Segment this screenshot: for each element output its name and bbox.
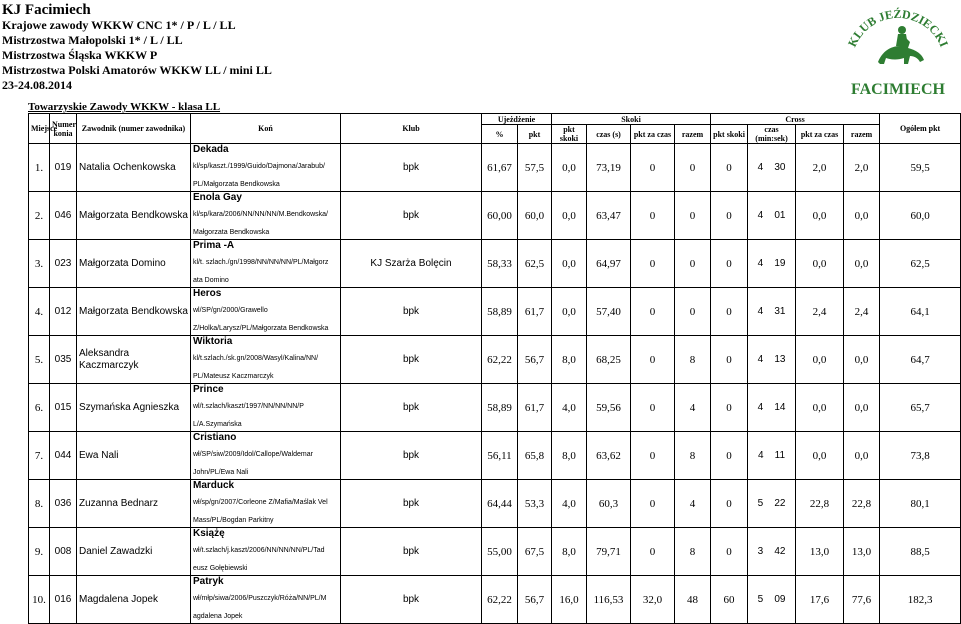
cell-total: 65,7 <box>880 384 961 432</box>
cell-horse <box>191 336 341 384</box>
horse-name: Prima -A <box>193 240 235 251</box>
table-row <box>29 144 961 192</box>
cell-cross-time <box>748 144 796 192</box>
cross-seconds: 30 <box>774 162 786 173</box>
cell-place: 4. <box>29 288 50 336</box>
cross-seconds: 09 <box>774 594 786 605</box>
cell-cross-pkt: 0 <box>711 480 748 528</box>
cell-jumping-total: 0 <box>675 144 711 192</box>
table-row <box>29 576 961 624</box>
cell-total: 62,5 <box>880 240 961 288</box>
cell-number: 016 <box>50 576 77 624</box>
cell-jumping-time: 63,62 <box>587 432 631 480</box>
cell-cross-total: 2,4 <box>844 288 880 336</box>
cell-place: 1. <box>29 144 50 192</box>
cell-rider: Małgorzata Domino <box>77 240 191 288</box>
col-cross-pkt: pkt skoki <box>711 125 748 144</box>
results-table <box>28 113 961 624</box>
logo-bottom-text: FACIMIECH <box>851 81 945 98</box>
cell-club: bpk <box>341 576 482 624</box>
cell-cross-time-pkt: 0,0 <box>796 240 844 288</box>
cell-cross-total: 13,0 <box>844 528 880 576</box>
cell-place: 9. <box>29 528 50 576</box>
cell-jumping-time: 116,53 <box>587 576 631 624</box>
col-place: Miejsce <box>29 114 50 144</box>
horse-name: Wiktoria <box>193 336 233 347</box>
cell-jumping-total: 0 <box>675 240 711 288</box>
cell-jumping-pkt: 0,0 <box>552 144 587 192</box>
cross-seconds: 31 <box>774 306 786 317</box>
cell-total: 60,0 <box>880 192 961 240</box>
horse-name: Heros <box>193 288 222 299</box>
cell-dressage-pct: 61,67 <box>482 144 518 192</box>
cell-jumping-total: 0 <box>675 288 711 336</box>
horse-info: wł/SP/siw/2009/Idol/Callope/Waldemar John/PL/Ewa Nali <box>193 451 313 476</box>
cell-jumping-pkt: 8,0 <box>552 432 587 480</box>
cross-minutes: 3 <box>757 546 764 557</box>
horse-info: kl/t.szlach./sk.gn/2008/Wasyl/Kalina/NN/ PL/Mateusz Kaczmarczyk <box>193 355 319 380</box>
horse-info: wł/t.szlach/j.kaszt/2006/NN/NN/NN/PL/Tad eusz Gołębiewski <box>193 547 325 572</box>
cell-cross-time <box>748 432 796 480</box>
cell-horse <box>191 384 341 432</box>
cell-cross-pkt: 0 <box>711 144 748 192</box>
horse-info: kl/t. szlach./gn/1998/NN/NN/NN/PL/Małgorz ata Domino <box>193 259 329 284</box>
cross-seconds: 01 <box>774 210 786 221</box>
class-subtitle: Towarzyskie Zawody WKKW - klasa LL <box>28 101 221 113</box>
horse-name: Enola Gay <box>193 192 242 203</box>
cell-horse <box>191 528 341 576</box>
cross-minutes: 4 <box>757 210 764 221</box>
document-header <box>2 2 272 93</box>
col-dressage-pkt: pkt <box>518 125 552 144</box>
cell-jumping-total: 4 <box>675 480 711 528</box>
cell-jumping-time: 63,47 <box>587 192 631 240</box>
horse-name: Patryk <box>193 576 224 587</box>
cell-cross-time-pkt: 17,6 <box>796 576 844 624</box>
cell-dressage-pkt: 61,7 <box>518 384 552 432</box>
cell-club: bpk <box>341 288 482 336</box>
cell-dressage-pkt: 56,7 <box>518 336 552 384</box>
table-row <box>29 480 961 528</box>
cell-jumping-time-pkt: 0 <box>631 336 675 384</box>
cell-cross-total: 22,8 <box>844 480 880 528</box>
cell-number: 023 <box>50 240 77 288</box>
col-total: Ogółem pkt <box>880 114 961 144</box>
table-row <box>29 192 961 240</box>
cell-dressage-pct: 58,89 <box>482 384 518 432</box>
col-number: Numer konia <box>50 114 77 144</box>
cell-dressage-pct: 62,22 <box>482 336 518 384</box>
cell-rider: Ewa Nali <box>77 432 191 480</box>
club-logo <box>838 2 958 102</box>
cell-total: 59,5 <box>880 144 961 192</box>
horse-name: Prince <box>193 384 224 395</box>
col-cross-time: czas (min:sek) <box>748 125 796 144</box>
col-dressage-pct: % <box>482 125 518 144</box>
cell-jumping-pkt: 8,0 <box>552 528 587 576</box>
cell-total: 88,5 <box>880 528 961 576</box>
cell-cross-time <box>748 384 796 432</box>
cross-minutes: 4 <box>757 402 764 413</box>
cell-cross-time <box>748 480 796 528</box>
cell-club: bpk <box>341 336 482 384</box>
event-line: Mistrzostwa Małopolski 1* / L / LL <box>2 33 183 47</box>
cell-dressage-pct: 64,44 <box>482 480 518 528</box>
cell-jumping-pkt: 0,0 <box>552 240 587 288</box>
results-body <box>29 144 961 624</box>
cell-rider: Szymańska Agnieszka <box>77 384 191 432</box>
cell-jumping-total: 4 <box>675 384 711 432</box>
cell-jumping-total: 48 <box>675 576 711 624</box>
cell-club: bpk <box>341 480 482 528</box>
cell-cross-time-pkt: 2,4 <box>796 288 844 336</box>
cell-horse <box>191 288 341 336</box>
horse-name: Dekada <box>193 144 229 155</box>
cell-cross-pkt: 60 <box>711 576 748 624</box>
cell-cross-total: 2,0 <box>844 144 880 192</box>
cell-dressage-pct: 60,00 <box>482 192 518 240</box>
cell-total: 73,8 <box>880 432 961 480</box>
cell-dressage-pct: 55,00 <box>482 528 518 576</box>
col-cross-time-pkt: pkt za czas <box>796 125 844 144</box>
cross-seconds: 13 <box>774 354 786 365</box>
cell-cross-time <box>748 192 796 240</box>
club-name: KJ Facimiech <box>2 2 91 18</box>
cell-total: 80,1 <box>880 480 961 528</box>
cell-number: 044 <box>50 432 77 480</box>
cell-horse <box>191 480 341 528</box>
cell-rider: Magdalena Jopek <box>77 576 191 624</box>
cell-jumping-total: 8 <box>675 528 711 576</box>
horse-info: wł/sp/gn/2007/Corleone Z/Mafia/Maślak Vel Mass/PL/Bogdan Parkitny <box>193 499 328 524</box>
horse-name: Marduck <box>193 480 235 491</box>
cell-cross-total: 0,0 <box>844 432 880 480</box>
cell-jumping-pkt: 4,0 <box>552 384 587 432</box>
cell-jumping-total: 8 <box>675 432 711 480</box>
cell-dressage-pct: 58,89 <box>482 288 518 336</box>
cross-minutes: 5 <box>757 498 764 509</box>
event-date: 23-24.08.2014 <box>2 78 72 92</box>
cell-cross-time <box>748 336 796 384</box>
cell-rider: Zuzanna Bednarz <box>77 480 191 528</box>
col-jumping-total: razem <box>675 125 711 144</box>
horse-info: kl/sp/kara/2006/NN/NN/NN/M.Bendkowska/ Małgorzata Bendkowska <box>193 211 328 236</box>
cross-minutes: 4 <box>757 162 764 173</box>
cell-dressage-pkt: 53,3 <box>518 480 552 528</box>
cell-jumping-time-pkt: 0 <box>631 480 675 528</box>
cell-jumping-total: 8 <box>675 336 711 384</box>
cell-jumping-time-pkt: 0 <box>631 288 675 336</box>
cell-number: 019 <box>50 144 77 192</box>
cell-total: 64,1 <box>880 288 961 336</box>
cell-cross-time-pkt: 0,0 <box>796 384 844 432</box>
cell-dressage-pkt: 61,7 <box>518 288 552 336</box>
cell-cross-pkt: 0 <box>711 384 748 432</box>
cell-number: 035 <box>50 336 77 384</box>
cell-rider: Małgorzata Bendkowska <box>77 192 191 240</box>
col-jumping: Skoki <box>552 114 711 125</box>
table-row <box>29 528 961 576</box>
cross-seconds: 11 <box>774 450 786 461</box>
cell-cross-pkt: 0 <box>711 528 748 576</box>
col-horse: Koń <box>191 114 341 144</box>
cell-place: 7. <box>29 432 50 480</box>
cell-jumping-time-pkt: 0 <box>631 432 675 480</box>
col-club: Klub <box>341 114 482 144</box>
cell-cross-time-pkt: 0,0 <box>796 192 844 240</box>
logo-top-text: KLUB JEŹDZIECKI <box>844 6 952 50</box>
cell-place: 6. <box>29 384 50 432</box>
col-jumping-time-pkt: pkt za czas <box>631 125 675 144</box>
cell-horse <box>191 432 341 480</box>
cell-jumping-pkt: 8,0 <box>552 336 587 384</box>
horse-name: Cristiano <box>193 432 237 443</box>
cell-dressage-pct: 56,11 <box>482 432 518 480</box>
cell-club: bpk <box>341 528 482 576</box>
cell-horse <box>191 192 341 240</box>
cell-cross-pkt: 0 <box>711 240 748 288</box>
cell-rider: Małgorzata Bendkowska <box>77 288 191 336</box>
cell-place: 10. <box>29 576 50 624</box>
col-dressage: Ujeżdżenie <box>482 114 552 125</box>
cell-place: 8. <box>29 480 50 528</box>
cell-club: bpk <box>341 192 482 240</box>
cell-cross-pkt: 0 <box>711 336 748 384</box>
cell-cross-pkt: 0 <box>711 288 748 336</box>
cell-dressage-pkt: 67,5 <box>518 528 552 576</box>
cell-cross-total: 0,0 <box>844 336 880 384</box>
cell-jumping-time: 79,71 <box>587 528 631 576</box>
cross-seconds: 14 <box>774 402 786 413</box>
horse-info: wł/młp/siwa/2006/Puszczyk/Róża/NN/PL/M agdalena Jopek <box>193 595 327 620</box>
cell-cross-time <box>748 288 796 336</box>
cell-jumping-pkt: 0,0 <box>552 192 587 240</box>
cross-seconds: 42 <box>774 546 786 557</box>
cell-number: 036 <box>50 480 77 528</box>
col-cross: Cross <box>711 114 880 125</box>
rider-body <box>896 34 908 46</box>
cell-jumping-pkt: 16,0 <box>552 576 587 624</box>
cross-minutes: 5 <box>757 594 764 605</box>
table-row <box>29 240 961 288</box>
cell-dressage-pkt: 62,5 <box>518 240 552 288</box>
cross-seconds: 19 <box>774 258 786 269</box>
cell-cross-time-pkt: 2,0 <box>796 144 844 192</box>
cell-rider: Natalia Ochenkowska <box>77 144 191 192</box>
cell-jumping-time-pkt: 0 <box>631 144 675 192</box>
cell-rider: Daniel Zawadzki <box>77 528 191 576</box>
cell-jumping-time: 59,56 <box>587 384 631 432</box>
cell-dressage-pkt: 56,7 <box>518 576 552 624</box>
cross-minutes: 4 <box>757 258 764 269</box>
cell-club: bpk <box>341 432 482 480</box>
cell-cross-total: 0,0 <box>844 192 880 240</box>
event-line: Mistrzostwa Śląska WKKW P <box>2 48 158 62</box>
cell-horse <box>191 240 341 288</box>
cell-dressage-pct: 58,33 <box>482 240 518 288</box>
cell-number: 046 <box>50 192 77 240</box>
cell-jumping-time: 57,40 <box>587 288 631 336</box>
horse-name: Książę <box>193 528 225 539</box>
cross-seconds: 22 <box>774 498 786 509</box>
cell-number: 015 <box>50 384 77 432</box>
col-cross-total: razem <box>844 125 880 144</box>
cross-minutes: 4 <box>757 306 764 317</box>
cell-place: 2. <box>29 192 50 240</box>
cell-jumping-time-pkt: 0 <box>631 384 675 432</box>
cell-cross-time-pkt: 0,0 <box>796 336 844 384</box>
event-line: Mistrzostwa Polski Amatorów WKKW LL / mini LL <box>2 63 272 77</box>
col-rider: Zawodnik (numer zawodnika) <box>77 114 191 144</box>
cell-dressage-pkt: 65,8 <box>518 432 552 480</box>
horse-info: kl/sp/kaszt./1999/Guido/Dajmona/Jarabub/ PL/Małgorzata Bendkowska <box>193 163 325 188</box>
cell-cross-time-pkt: 0,0 <box>796 432 844 480</box>
cell-cross-total: 0,0 <box>844 240 880 288</box>
cell-cross-total: 77,6 <box>844 576 880 624</box>
cell-jumping-pkt: 4,0 <box>552 480 587 528</box>
cell-cross-pkt: 0 <box>711 432 748 480</box>
event-line: Krajowe zawody WKKW CNC 1* / P / L / LL <box>2 18 236 32</box>
cell-jumping-time: 68,25 <box>587 336 631 384</box>
cell-dressage-pct: 62,22 <box>482 576 518 624</box>
cell-club: bpk <box>341 144 482 192</box>
horse-info: wl/SP/gn/2000/Grawello Z/Holka/Larysz/PL/Małgorzata Bendkowska <box>193 307 329 332</box>
cell-cross-time-pkt: 22,8 <box>796 480 844 528</box>
cell-horse <box>191 576 341 624</box>
cell-cross-pkt: 0 <box>711 192 748 240</box>
cell-cross-total: 0,0 <box>844 384 880 432</box>
horse-info: wl/t.szlach/kaszt/1997/NN/NN/NN/P L/A.Szymańska <box>193 403 304 428</box>
cell-number: 012 <box>50 288 77 336</box>
table-row <box>29 432 961 480</box>
cell-jumping-time-pkt: 0 <box>631 528 675 576</box>
cell-jumping-time-pkt: 0 <box>631 192 675 240</box>
col-jumping-pkt: pkt skoki <box>552 125 587 144</box>
rider-head <box>898 26 906 34</box>
cell-cross-time-pkt: 13,0 <box>796 528 844 576</box>
cell-cross-time <box>748 240 796 288</box>
cell-jumping-pkt: 0,0 <box>552 288 587 336</box>
cell-rider: Aleksandra Kaczmarczyk <box>77 336 191 384</box>
cell-jumping-time-pkt: 32,0 <box>631 576 675 624</box>
cell-horse <box>191 144 341 192</box>
cell-number: 008 <box>50 528 77 576</box>
table-row <box>29 384 961 432</box>
cross-minutes: 4 <box>757 450 764 461</box>
cell-total: 64,7 <box>880 336 961 384</box>
cell-jumping-time-pkt: 0 <box>631 240 675 288</box>
cell-jumping-time: 73,19 <box>587 144 631 192</box>
cell-dressage-pkt: 60,0 <box>518 192 552 240</box>
table-row <box>29 288 961 336</box>
cell-jumping-time: 64,97 <box>587 240 631 288</box>
table-row <box>29 336 961 384</box>
cell-jumping-time: 60,3 <box>587 480 631 528</box>
cell-club: KJ Szarża Bolęcin <box>341 240 482 288</box>
cell-total: 182,3 <box>880 576 961 624</box>
col-jumping-time: czas (s) <box>587 125 631 144</box>
cell-club: bpk <box>341 384 482 432</box>
cell-place: 3. <box>29 240 50 288</box>
cell-jumping-total: 0 <box>675 192 711 240</box>
cell-dressage-pkt: 57,5 <box>518 144 552 192</box>
cross-minutes: 4 <box>757 354 764 365</box>
cell-place: 5. <box>29 336 50 384</box>
cell-cross-time <box>748 528 796 576</box>
cell-cross-time <box>748 576 796 624</box>
